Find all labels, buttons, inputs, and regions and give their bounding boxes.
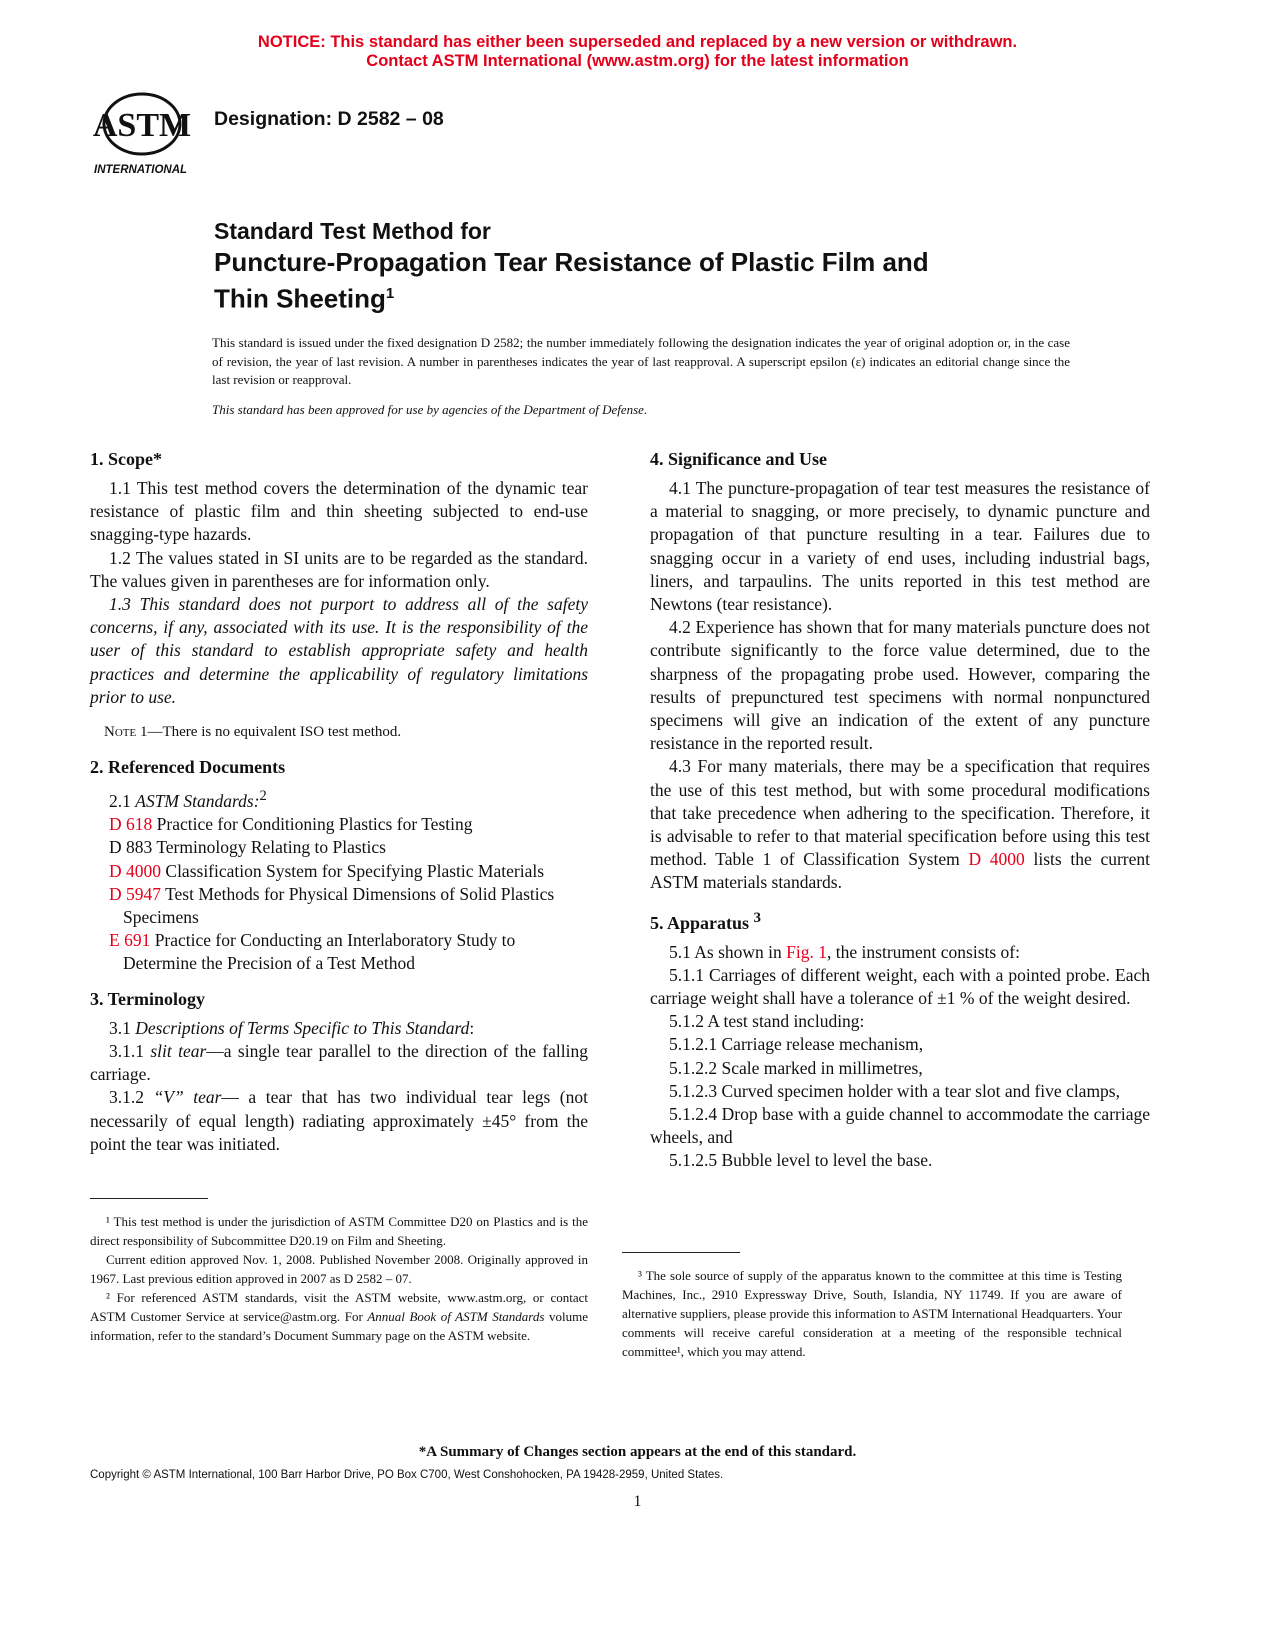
svg-text:ASTM: ASTM — [92, 107, 192, 144]
link-fig-1[interactable]: Fig. 1 — [786, 941, 828, 962]
astm-logo-icon — [92, 86, 200, 182]
para-4-2: 4.2 Experience has shown that for many materials puncture does not contribute significantly to the force value determined, due to the sharpness of the propagating probe used. However, comparing the results of prepunctured test specimens with normal nonpunctured specimens will give an indication of the extent of any puncture resistance in the reported result. — [650, 617, 1150, 754]
para-5-1-2-1: 5.1.2.1 Carriage release mechanism, — [669, 1034, 924, 1055]
ref-d5947: D 5947 Test Methods for Physical Dimensions of Solid Plastics Specimens — [109, 883, 555, 928]
footnote-1-edition: Current edition approved Nov. 1, 2008. Published November 2008. Originally approved in 1967. Last previous edition approved in 2007 as D 2582 – 07. — [90, 1252, 588, 1286]
para-3-1-1: 3.1.1 slit tear—a single tear parallel to the direction of the falling carriage. — [90, 1040, 589, 1085]
footnote-3: ³ The sole source of supply of the apparatus known to the committee at this time is Testing Machines, Inc., 2910 Expressway Drive, South, Islandia, NY 11749. If you are aware of alternative suppliers, please provide this information to ASTM International Headquarters. Your comments will receive careful consideration at a meeting of the responsible technical committee¹, which you may attend. — [622, 1268, 1122, 1359]
ref-d618: D 618 Practice for Conditioning Plastics for Testing — [109, 814, 473, 835]
referenced-documents-heading: 2. Referenced Documents — [90, 757, 286, 778]
dod-note: This standard has been approved for use by agencies of the Department of Defense. — [212, 402, 648, 417]
logo-text: INTERNATIONAL — [94, 164, 188, 176]
para-1-1: 1.1 This test method covers the determination of the dynamic tear resistance of plastic film and thin sheeting subjected to end-use snagging-type hazards. — [90, 478, 588, 545]
ref-link-d5947[interactable]: D 5947 — [109, 883, 162, 904]
scope-heading: 1. Scope* — [90, 449, 162, 469]
withdrawal-notice — [0, 33, 1275, 71]
copyright: Copyright © ASTM International, 100 Barr Harbor Drive, PO Box C700, West Conshohocken, PA 19428-2959, United States. — [90, 1469, 724, 1481]
ref-e691: E 691 Practice for Conducting an Interlaboratory Study to Determine the Precision of a Test Method — [109, 930, 516, 974]
para-5-1-2-3: 5.1.2.3 Curved specimen holder with a tear slot and five clamps, — [669, 1080, 1120, 1101]
apparatus-heading: 5. Apparatus $^3$ — [650, 909, 762, 933]
para-2-1: 2.1 ASTM Standards:$^2$ — [109, 788, 267, 812]
para-5-1-2-2: 5.1.2.2 Scale marked in millimetres, — [669, 1057, 923, 1078]
para-5-1-2-4: 5.1.2.4 Drop base with a guide channel to accommodate the carriage wheels, and — [650, 1104, 1150, 1148]
para-1-3: 1.3 This standard does not purport to address all of the safety concerns, if any, associated with its use. It is the responsibility of the user of this standard to establish appropriate safety and health practices and determine the applicability of regulatory limitations prior to use. — [90, 594, 588, 707]
terminology-heading: 3. Terminology — [90, 988, 206, 1009]
para-5-1-1: 5.1.1 Carriages of different weight, each with a pointed probe. Each carriage weight shall have a tolerance of ±1 % of the weight desired. — [650, 964, 1150, 1009]
para-5-1-2: 5.1.2 A test stand including: — [669, 1011, 865, 1032]
footnote-1: ¹ This test method is under the jurisdiction of ASTM Committee D20 on Plastics and is the direct responsibility of Subcommittee D20.19 on Film and Sheeting. — [90, 1214, 588, 1248]
title-line-2: Puncture-Propagation Tear Resistance of Plastic Film and — [214, 247, 929, 277]
significance-heading: 4. Significance and Use — [650, 449, 828, 469]
summary-of-changes-note: *A Summary of Changes section appears at the end of this standard. — [418, 1444, 857, 1460]
ref-link-d4000[interactable]: D 4000 — [109, 860, 162, 881]
title-line-1: Standard Test Method for — [214, 218, 491, 244]
document-title — [214, 216, 1094, 315]
ref-d883: D 883 Terminology Relating to Plastics — [109, 837, 386, 858]
title-line-3: Thin Sheeting$^1$ — [214, 283, 395, 314]
standard-issue-note: This standard is issued under the fixed designation D 2582; the number immediately following the designation indicates the year of original adoption or, in the case of revision, the year of last revision. A number in parentheses indicates the year of last reapproval. A superscript epsilon (ε) indicates an editorial change since the last revision or reapproval. — [212, 335, 1070, 387]
para-4-1: 4.1 The puncture-propagation of tear test measures the resistance of a material to snagging, or more precisely, to dynamic puncture and propagation of that puncture resulting in a tear. Failures due to snagging occur in a variety of end uses, including industrial bags, liners, and tarpaulins. The units reported in this test method are Newtons (tear resistance). — [650, 478, 1150, 615]
footnote-rule-right — [622, 1252, 740, 1253]
ref-d4000: D 4000 Classification System for Specifying Plastic Materials — [109, 860, 545, 881]
ref-link-e691[interactable]: E 691 — [109, 930, 151, 951]
note-1: Note 1—There is no equivalent ISO test method. — [104, 724, 402, 741]
left-column — [90, 448, 588, 1156]
notice-line-1: NOTICE: This standard has either been superseded and replaced by a new version or withdrawn. — [257, 33, 1018, 51]
astm-logo — [92, 86, 200, 182]
title-footnote-mark: 1 — [385, 285, 395, 302]
footnotes-left — [90, 1212, 588, 1345]
notice-line-2: Contact ASTM International (www.astm.org) for the latest information — [366, 52, 909, 70]
para-3-1-2: 3.1.2 “V” tear— a tear that has two individual tear legs (not necessarily of equal length) radiating approximately ±45° from the point the tear was initiated. — [90, 1087, 588, 1154]
right-column — [650, 448, 1150, 1173]
para-1-2: 1.2 The values stated in SI units are to be regarded as the standard. The values given in parentheses are for information only. — [90, 547, 588, 591]
para-4-3: 4.3 For many materials, there may be a specification that requires the use of this test method, but with some procedural modifications that take precedence when adhering to the specification. Therefore, it is advisable to refer to that material specification before using this test method. Table 1 of Classification System D 4000 lists the current ASTM materials standards. — [650, 756, 1151, 893]
para-5-1: 5.1 As shown in Fig. 1, the instrument consists of: — [669, 941, 1021, 962]
link-d4000[interactable]: D 4000 — [968, 849, 1025, 870]
ref-link-d618[interactable]: D 618 — [109, 814, 153, 835]
footnote-rule-left — [90, 1198, 208, 1199]
para-5-1-2-5: 5.1.2.5 Bubble level to level the base. — [669, 1150, 933, 1171]
footnote-2: ² For referenced ASTM standards, visit the ASTM website, www.astm.org, or contact ASTM Customer Service at service@astm.org. For Annual Book of ASTM Standards volume information, refer to the standard’s Document Summary page on the ASTM website. — [90, 1290, 588, 1343]
footnotes-right — [622, 1266, 1122, 1361]
para-3-1: 3.1 Descriptions of Terms Specific to This Standard: — [109, 1017, 475, 1038]
page-number: 1 — [633, 1493, 642, 1510]
designation: Designation: D 2582 – 08 — [214, 108, 444, 130]
